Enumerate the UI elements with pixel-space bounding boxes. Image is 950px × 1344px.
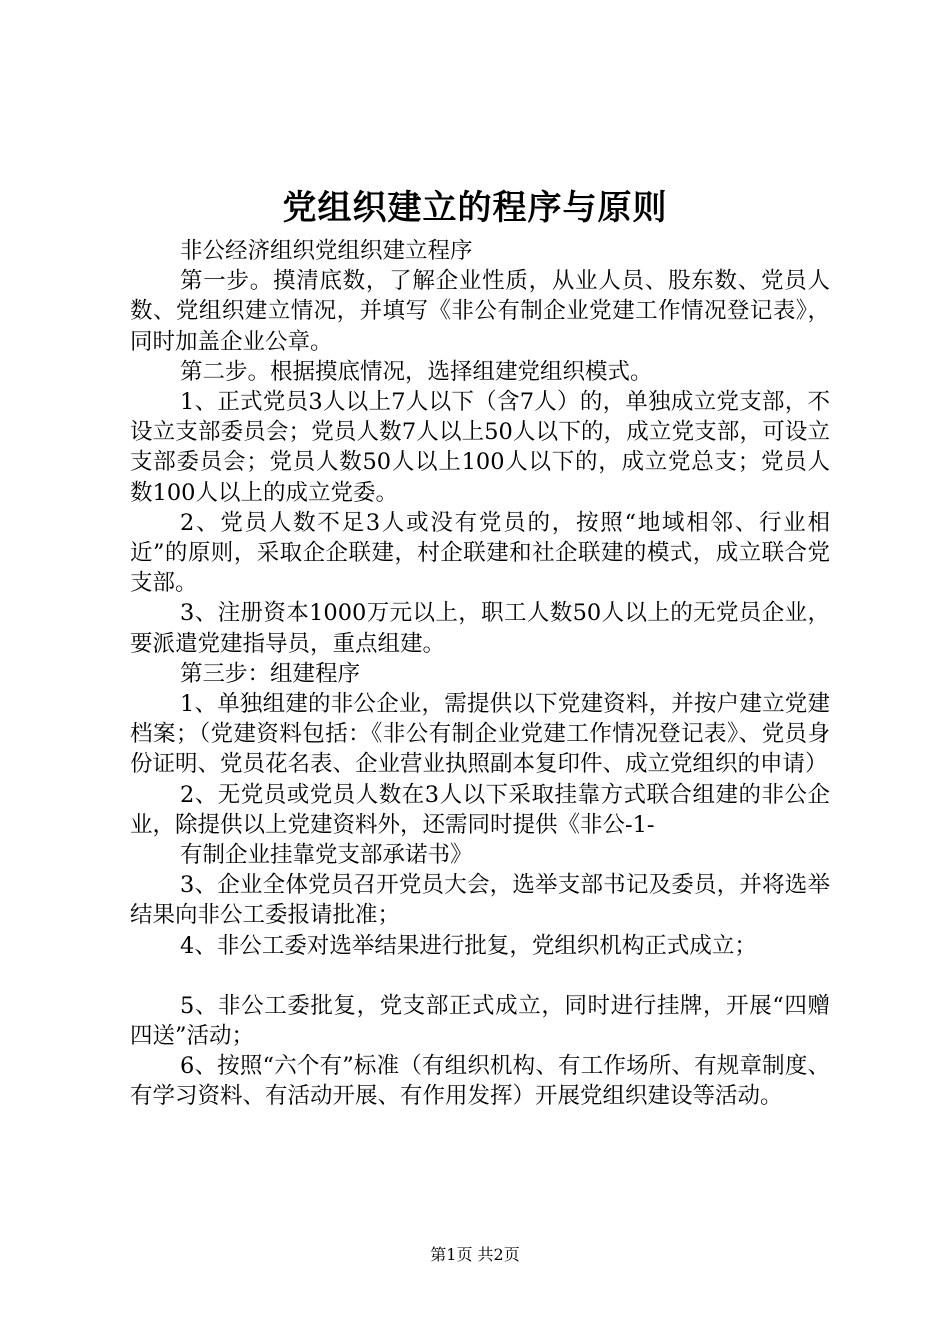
paragraph-step-two-item-3: 3、注册资本1000万元以上，职工人数50人以上的无党员企业，要派遣党建指导员，重点组建。 — [130, 600, 830, 657]
paragraph-step-three-item-3: 3、企业全体党员召开党员大会，选举支部书记及委员，并将选举结果向非公工委报请批准； — [130, 872, 830, 929]
paragraph-step-three-item-5: 5、非公工委批复，党支部正式成立，同时进行挂牌，开展“四赠四送”活动； — [130, 992, 830, 1050]
document-title: 党组织建立的程序与原则 — [282, 188, 668, 228]
paragraph-step-three-item-2: 2、无党员或党员人数在3人以下采取挂靠方式联合组建的非公企业，除提供以上党建资料外，还需同时提供《非公-1- — [130, 781, 830, 838]
paragraph-subtitle: 非公经济组织党组织建立程序 — [180, 238, 473, 264]
paragraph-step-three-item-2-cont: 有制企业挂靠党支部承诺书》 — [180, 842, 473, 869]
paragraph-step-one: 第一步。摸清底数，了解企业性质，从业人员、股东数、党员人数、党组织建立情况，并填写《非公有制企业党建工作情况登记表》，同时加盖企业公章。 — [130, 268, 830, 355]
paragraph-step-two: 第二步。根据摸底情况，选择组建党组织模式。 — [180, 358, 653, 385]
paragraph-step-two-item-1: 1、正式党员3人以上7人以下（含7人）的，单独成立党支部，不设立支部委员会；党员人数7人以上50人以下的，成立党支部，可设立支部委员会；党员人数50人以上100人以下的，成立党总支；党员人数100人以上的成立党委。 — [130, 389, 830, 506]
paragraph-step-three-item-6: 6、按照“六个有”标准（有组织机构、有工作场所、有规章制度、有学习资料、有活动开展、有作用发挥）开展党组织建设等活动。 — [130, 1053, 830, 1110]
paragraph-step-two-item-2: 2、党员人数不足3人或没有党员的，按照“地域相邻、行业相近”的原则，采取企企联建，村企联建和社企联建的模式，成立联合党支部。 — [130, 509, 830, 597]
document-body — [130, 236, 830, 1112]
page-footer: 第1页 共2页 — [430, 1245, 520, 1264]
paragraph-step-three-item-4: 4、非公工委对选举结果进行批复，党组织机构正式成立； — [180, 932, 757, 959]
paragraph-step-three: 第三步：组建程序 — [180, 660, 361, 687]
paragraph-step-three-item-1: 1、单独组建的非公企业，需提供以下党建资料，并按户建立党建档案；（党建资料包括：《非公有制企业党建工作情况登记表》、党员身份证明、党员花名表、企业营业执照副本复印件、成立党组织的申请） — [130, 691, 830, 778]
